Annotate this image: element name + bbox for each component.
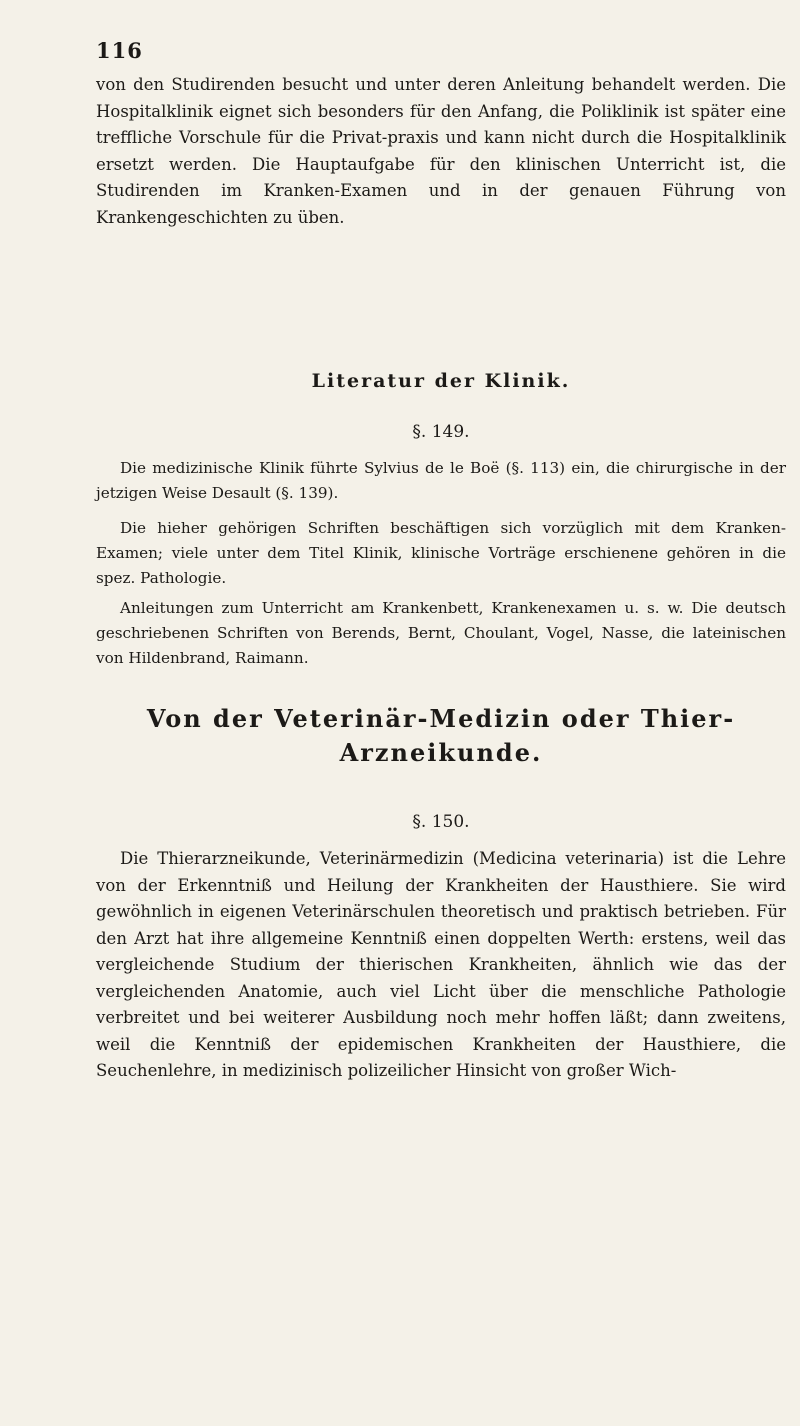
veterinary-heading: Von der Veterinär-Medizin oder Thier-Arzneikunde.: [146, 704, 736, 767]
literature-paragraph-3: Anleitungen zum Unterricht am Krankenbett, Krankenexamen u. s. w. Die deutsch geschriebenen Schriften von Berends, Bernt, Choulant, Vogel, Nasse, die lateinischen von Hildenbrand, Raimann.: [96, 599, 786, 667]
section-150-number: §. 150.: [412, 812, 470, 832]
literature-paragraph-2: Die hieher gehörigen Schriften beschäftigen sich vorzüglich mit dem Kranken-Examen; viele unter dem Titel Klinik, klinische Vorträge erschienene gehören in die spez. Pathologie.: [96, 519, 786, 587]
veterinary-paragraph-1: Die Thierarzneikunde, Veterinärmedizin (Medicina veterinaria) ist die Lehre von der Erkenntniß und Heilung der Krankheiten der Hausthiere. Sie wird gewöhnlich in eigenen Veterinärschulen theoretisch und praktisch betrieben. Für den Arzt hat ihre allgemeine Kenntniß einen doppelten Werth: erstens, weil das vergleichende Studium der thierischen Krankheiten, ähnlich wie das der vergleichenden Anatomie, auch viel Licht über die menschliche Pathologie verbreitet und bei weiterer Ausbildung noch mehr hoffen läßt; dann zweitens, weil die Kenntniß der epidemischen Krankheiten der Hausthiere, die Seuchenlehre, in medizinisch polizeilicher Hinsicht von großer Wich-: [96, 849, 786, 1080]
literature-paragraph-1: Die medizinische Klinik führte Sylvius de le Boë (§. 113) ein, die chirurgische in der jetzigen Weise Desault (§. 139).: [96, 459, 786, 502]
section-149-number: §. 149.: [412, 422, 470, 442]
literature-heading: Literatur der Klinik.: [311, 370, 571, 392]
page-number: 116: [96, 38, 143, 63]
intro-paragraph: von den Studirenden besucht und unter deren Anleitung behandelt werden. Die Hospitalklinik eignet sich besonders für den Anfang, die Poliklinik ist später eine treffliche Vorschule für die Privat-praxis und kann nicht durch die Hospitalklinik ersetzt werden. Die Hauptaufgabe für den klinischen Unterricht ist, die Studirenden im Kranken-Examen und in der genauen Führung von Krankengeschichten zu üben.: [96, 75, 786, 227]
